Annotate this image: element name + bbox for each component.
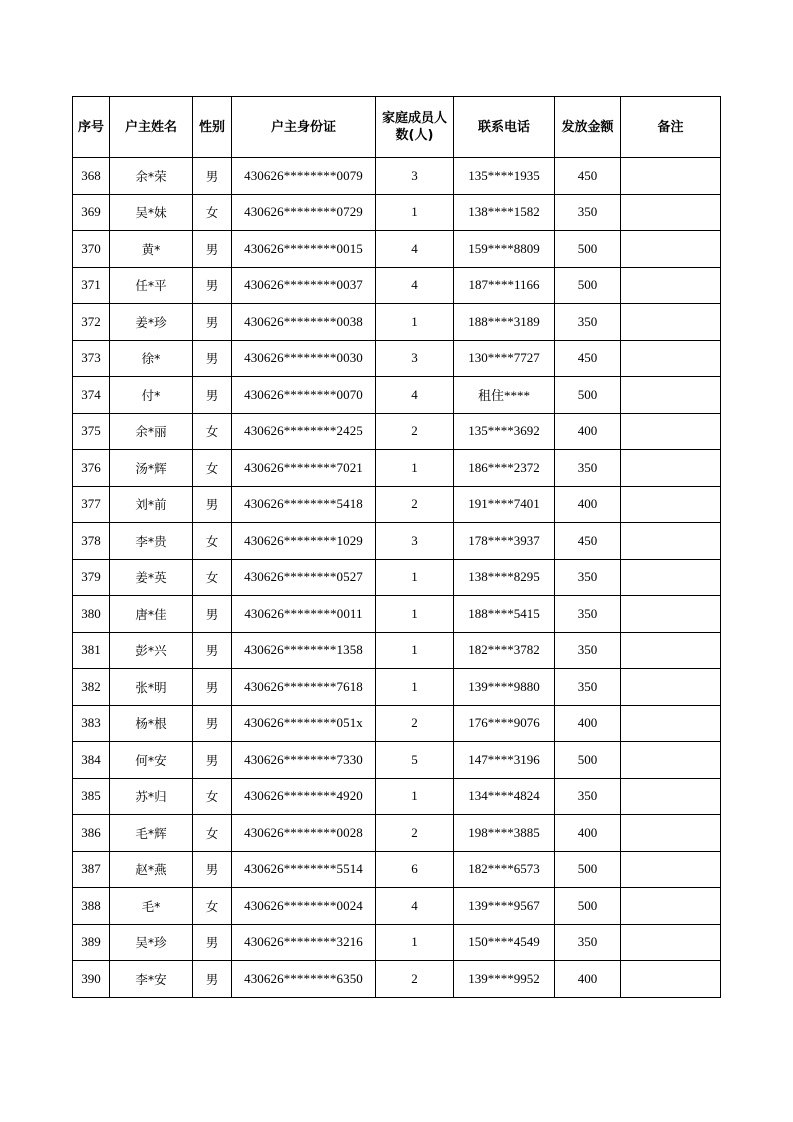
cell-sex: 男 <box>193 377 232 414</box>
cell-note <box>621 632 721 669</box>
table-row <box>73 158 721 195</box>
cell-members: 2 <box>376 413 454 450</box>
cell-amount: 400 <box>555 815 621 852</box>
cell-members: 4 <box>376 377 454 414</box>
cell-name: 姜*珍 <box>110 304 193 341</box>
cell-id-number: 430626********1358 <box>232 632 376 669</box>
cell-sex: 女 <box>193 888 232 925</box>
cell-amount: 450 <box>555 523 621 560</box>
cell-note <box>621 961 721 998</box>
cell-amount: 350 <box>555 559 621 596</box>
cell-phone: 187****1166 <box>454 267 555 304</box>
cell-seq: 388 <box>73 888 110 925</box>
cell-note <box>621 231 721 268</box>
cell-phone: 178****3937 <box>454 523 555 560</box>
cell-members: 1 <box>376 924 454 961</box>
cell-seq: 381 <box>73 632 110 669</box>
table-row <box>73 413 721 450</box>
cell-phone: 182****6573 <box>454 851 555 888</box>
cell-note <box>621 158 721 195</box>
cell-name: 毛*辉 <box>110 815 193 852</box>
cell-sex: 男 <box>193 669 232 706</box>
cell-sex: 女 <box>193 450 232 487</box>
cell-members: 1 <box>376 304 454 341</box>
cell-phone: 138****8295 <box>454 559 555 596</box>
cell-members: 4 <box>376 888 454 925</box>
cell-sex: 男 <box>193 340 232 377</box>
table-row <box>73 596 721 633</box>
cell-note <box>621 596 721 633</box>
cell-seq: 382 <box>73 669 110 706</box>
cell-sex: 女 <box>193 815 232 852</box>
cell-id-number: 430626********3216 <box>232 924 376 961</box>
cell-note <box>621 413 721 450</box>
household-table <box>72 96 721 998</box>
cell-name: 毛* <box>110 888 193 925</box>
cell-sex: 男 <box>193 851 232 888</box>
cell-amount: 500 <box>555 851 621 888</box>
cell-name: 李*贵 <box>110 523 193 560</box>
cell-amount: 450 <box>555 158 621 195</box>
cell-members: 3 <box>376 523 454 560</box>
cell-members: 2 <box>376 705 454 742</box>
cell-phone: 182****3782 <box>454 632 555 669</box>
cell-id-number: 430626********5418 <box>232 486 376 523</box>
cell-phone: 188****3189 <box>454 304 555 341</box>
cell-amount: 500 <box>555 231 621 268</box>
table-row <box>73 450 721 487</box>
cell-name: 余*丽 <box>110 413 193 450</box>
relief-payment-sheet <box>72 96 721 998</box>
cell-note <box>621 267 721 304</box>
cell-amount: 450 <box>555 340 621 377</box>
header-id: 户主身份证 <box>232 97 376 158</box>
cell-members: 5 <box>376 742 454 779</box>
cell-id-number: 430626********0024 <box>232 888 376 925</box>
cell-note <box>621 742 721 779</box>
table-row <box>73 815 721 852</box>
cell-members: 1 <box>376 450 454 487</box>
cell-name: 何*安 <box>110 742 193 779</box>
cell-sex: 男 <box>193 231 232 268</box>
cell-sex: 女 <box>193 194 232 231</box>
cell-seq: 376 <box>73 450 110 487</box>
cell-amount: 350 <box>555 596 621 633</box>
cell-note <box>621 851 721 888</box>
cell-sex: 男 <box>193 158 232 195</box>
cell-members: 1 <box>376 669 454 706</box>
cell-phone: 135****1935 <box>454 158 555 195</box>
cell-members: 4 <box>376 267 454 304</box>
cell-amount: 350 <box>555 924 621 961</box>
cell-seq: 369 <box>73 194 110 231</box>
table-row <box>73 669 721 706</box>
cell-name: 姜*英 <box>110 559 193 596</box>
table-row <box>73 778 721 815</box>
cell-amount: 350 <box>555 450 621 487</box>
cell-seq: 372 <box>73 304 110 341</box>
cell-seq: 368 <box>73 158 110 195</box>
cell-sex: 男 <box>193 486 232 523</box>
cell-id-number: 430626********0070 <box>232 377 376 414</box>
cell-seq: 379 <box>73 559 110 596</box>
cell-seq: 380 <box>73 596 110 633</box>
cell-members: 4 <box>376 231 454 268</box>
table-row <box>73 888 721 925</box>
cell-amount: 500 <box>555 888 621 925</box>
cell-sex: 男 <box>193 705 232 742</box>
cell-seq: 387 <box>73 851 110 888</box>
cell-phone: 134****4824 <box>454 778 555 815</box>
cell-seq: 383 <box>73 705 110 742</box>
cell-phone: 150****4549 <box>454 924 555 961</box>
cell-sex: 女 <box>193 559 232 596</box>
cell-id-number: 430626********2425 <box>232 413 376 450</box>
cell-id-number: 430626********1029 <box>232 523 376 560</box>
cell-id-number: 430626********7330 <box>232 742 376 779</box>
cell-name: 徐* <box>110 340 193 377</box>
cell-id-number: 430626********0011 <box>232 596 376 633</box>
cell-note <box>621 340 721 377</box>
cell-note <box>621 486 721 523</box>
cell-phone: 130****7727 <box>454 340 555 377</box>
cell-note <box>621 669 721 706</box>
cell-name: 李*安 <box>110 961 193 998</box>
cell-id-number: 430626********0015 <box>232 231 376 268</box>
table-row <box>73 705 721 742</box>
cell-seq: 378 <box>73 523 110 560</box>
table-row <box>73 924 721 961</box>
cell-seq: 385 <box>73 778 110 815</box>
table-row <box>73 304 721 341</box>
cell-id-number: 430626********0038 <box>232 304 376 341</box>
cell-sex: 男 <box>193 267 232 304</box>
cell-amount: 500 <box>555 267 621 304</box>
cell-sex: 男 <box>193 596 232 633</box>
table-row <box>73 559 721 596</box>
cell-amount: 500 <box>555 742 621 779</box>
cell-sex: 男 <box>193 742 232 779</box>
cell-name: 彭*兴 <box>110 632 193 669</box>
cell-name: 黄* <box>110 231 193 268</box>
cell-name: 吴*珍 <box>110 924 193 961</box>
cell-amount: 350 <box>555 778 621 815</box>
table-row <box>73 267 721 304</box>
cell-note <box>621 815 721 852</box>
cell-name: 赵*燕 <box>110 851 193 888</box>
cell-name: 张*明 <box>110 669 193 706</box>
cell-sex: 女 <box>193 778 232 815</box>
cell-id-number: 430626********7021 <box>232 450 376 487</box>
cell-phone: 147****3196 <box>454 742 555 779</box>
cell-sex: 女 <box>193 413 232 450</box>
cell-sex: 男 <box>193 304 232 341</box>
cell-note <box>621 523 721 560</box>
cell-id-number: 430626********0729 <box>232 194 376 231</box>
cell-members: 3 <box>376 340 454 377</box>
cell-sex: 男 <box>193 961 232 998</box>
cell-phone: 138****1582 <box>454 194 555 231</box>
cell-phone: 198****3885 <box>454 815 555 852</box>
cell-seq: 374 <box>73 377 110 414</box>
cell-phone: 135****3692 <box>454 413 555 450</box>
cell-seq: 384 <box>73 742 110 779</box>
cell-sex: 女 <box>193 523 232 560</box>
cell-note <box>621 450 721 487</box>
cell-name: 任*平 <box>110 267 193 304</box>
cell-note <box>621 888 721 925</box>
cell-seq: 370 <box>73 231 110 268</box>
table-row <box>73 961 721 998</box>
cell-sex: 男 <box>193 632 232 669</box>
cell-note <box>621 924 721 961</box>
header-amount: 发放金额 <box>555 97 621 158</box>
table-row <box>73 742 721 779</box>
cell-members: 1 <box>376 778 454 815</box>
cell-phone: 186****2372 <box>454 450 555 487</box>
cell-id-number: 430626********6350 <box>232 961 376 998</box>
cell-phone: 139****9567 <box>454 888 555 925</box>
cell-members: 2 <box>376 961 454 998</box>
cell-note <box>621 194 721 231</box>
cell-name: 杨*根 <box>110 705 193 742</box>
table-row <box>73 486 721 523</box>
header-sex: 性别 <box>193 97 232 158</box>
cell-amount: 350 <box>555 304 621 341</box>
cell-members: 2 <box>376 486 454 523</box>
cell-seq: 377 <box>73 486 110 523</box>
cell-phone: 159****8809 <box>454 231 555 268</box>
cell-note <box>621 705 721 742</box>
table-row <box>73 851 721 888</box>
cell-id-number: 430626********0030 <box>232 340 376 377</box>
table-row <box>73 632 721 669</box>
cell-name: 付* <box>110 377 193 414</box>
cell-members: 1 <box>376 194 454 231</box>
cell-members: 3 <box>376 158 454 195</box>
cell-amount: 350 <box>555 669 621 706</box>
table-row <box>73 377 721 414</box>
cell-note <box>621 778 721 815</box>
table-row <box>73 523 721 560</box>
cell-name: 唐*佳 <box>110 596 193 633</box>
cell-seq: 371 <box>73 267 110 304</box>
cell-amount: 400 <box>555 705 621 742</box>
cell-name: 余*荣 <box>110 158 193 195</box>
cell-id-number: 430626********7618 <box>232 669 376 706</box>
cell-name: 苏*归 <box>110 778 193 815</box>
cell-amount: 400 <box>555 486 621 523</box>
table-row <box>73 340 721 377</box>
cell-id-number: 430626********4920 <box>232 778 376 815</box>
cell-name: 吴*妹 <box>110 194 193 231</box>
cell-seq: 373 <box>73 340 110 377</box>
cell-note <box>621 304 721 341</box>
cell-sex: 男 <box>193 924 232 961</box>
cell-id-number: 430626********0037 <box>232 267 376 304</box>
cell-phone: 139****9880 <box>454 669 555 706</box>
cell-phone: 139****9952 <box>454 961 555 998</box>
header-members: 家庭成员人数(人) <box>376 97 454 158</box>
cell-note <box>621 377 721 414</box>
cell-seq: 390 <box>73 961 110 998</box>
cell-seq: 389 <box>73 924 110 961</box>
cell-members: 1 <box>376 596 454 633</box>
cell-members: 1 <box>376 559 454 596</box>
cell-members: 2 <box>376 815 454 852</box>
cell-amount: 500 <box>555 377 621 414</box>
header-row <box>73 97 721 158</box>
header-phone: 联系电话 <box>454 97 555 158</box>
cell-name: 汤*辉 <box>110 450 193 487</box>
header-note: 备注 <box>621 97 721 158</box>
cell-phone: 租住**** <box>454 377 555 414</box>
cell-seq: 386 <box>73 815 110 852</box>
cell-id-number: 430626********5514 <box>232 851 376 888</box>
table-row <box>73 231 721 268</box>
cell-members: 6 <box>376 851 454 888</box>
cell-id-number: 430626********051x <box>232 705 376 742</box>
table-body <box>73 158 721 998</box>
cell-amount: 400 <box>555 961 621 998</box>
cell-phone: 176****9076 <box>454 705 555 742</box>
cell-amount: 400 <box>555 413 621 450</box>
cell-id-number: 430626********0028 <box>232 815 376 852</box>
cell-note <box>621 559 721 596</box>
cell-phone: 191****7401 <box>454 486 555 523</box>
header-seq: 序号 <box>73 97 110 158</box>
cell-members: 1 <box>376 632 454 669</box>
cell-name: 刘*前 <box>110 486 193 523</box>
table-row <box>73 194 721 231</box>
cell-id-number: 430626********0079 <box>232 158 376 195</box>
header-name: 户主姓名 <box>110 97 193 158</box>
cell-id-number: 430626********0527 <box>232 559 376 596</box>
cell-phone: 188****5415 <box>454 596 555 633</box>
cell-amount: 350 <box>555 632 621 669</box>
cell-seq: 375 <box>73 413 110 450</box>
cell-amount: 350 <box>555 194 621 231</box>
